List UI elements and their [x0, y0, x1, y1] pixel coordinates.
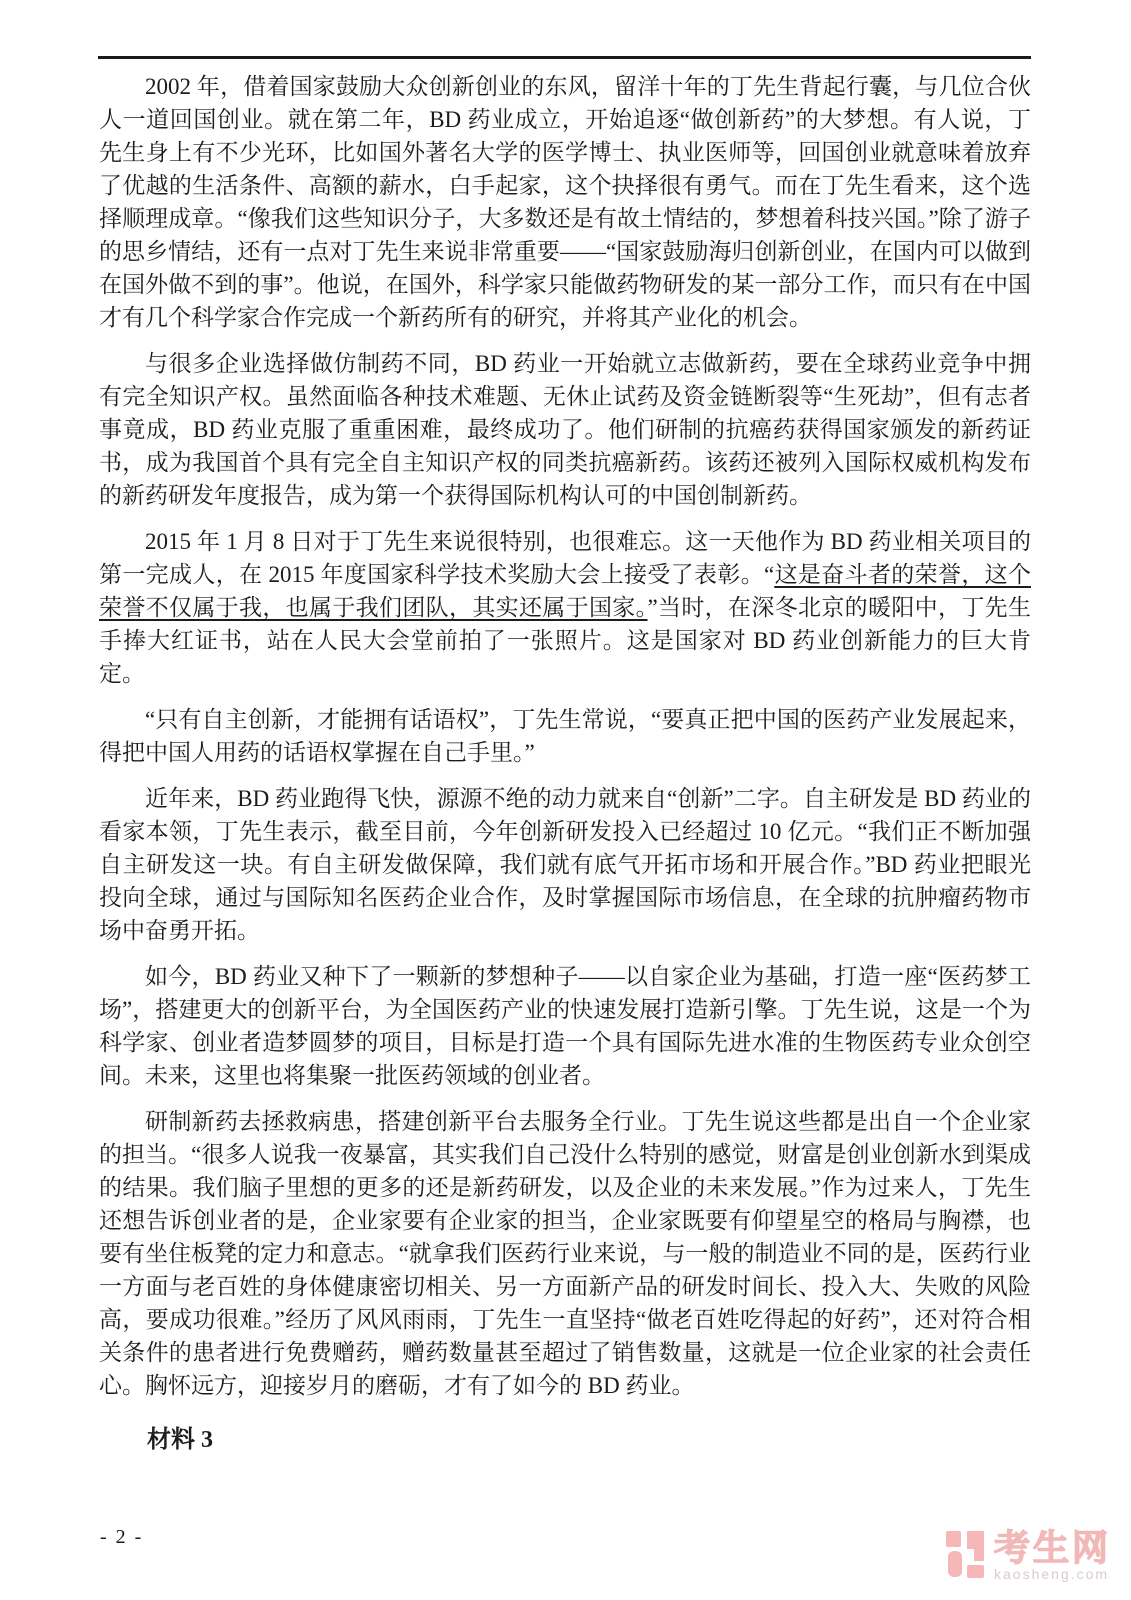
paragraph-3-text-pre: 2015 年 1 月 8 日对于丁先生来说很特别，也很难忘。这一天他作为 BD 药业相关项目的第一完成人，在 2015 年度国家科学技术奖励大会上接受了表彰。“ — [99, 529, 1031, 587]
watermark-site-url: kaosheng.com — [994, 1566, 1110, 1582]
paragraph-2: 与很多企业选择做仿制药不同，BD 药业一开始就立志做新药，要在全球药业竞争中拥有完全知识产权。虽然面临各种技术难题、无休止试药及资金链断裂等“生死劫”，但有志者事竟成，BD 药业克服了重重困难，最终成功了。他们研制的抗癌药获得国家颁发的新药证书，成为我国首个具有完全自主知识产权的同类抗癌新药。该药还被列入国际权威机构发布的新药研发年度报告，成为第一个获得国际机构认可的中国创制新药。 — [99, 351, 1031, 508]
kaosheng-logo-icon — [946, 1531, 985, 1581]
kaosheng-watermark — [946, 1527, 1112, 1582]
material-heading: 材料 3 — [147, 1427, 213, 1453]
paragraph-5: 近年来，BD 药业跑得飞快，源源不绝的动力就来自“创新”二字。自主研发是 BD 药业的看家本领，丁先生表示，截至目前，今年创新研发投入已经超过 10 亿元。“我们正不断加强自主研发这一块。有自主研发做保障，我们就有底气开拓市场和开展合作。”BD 药业把眼光投向全球，通过与国际知名医药企业合作，及时掌握国际市场信息，在全球的抗肿瘤药物市场中奋勇开拓。 — [99, 786, 1031, 943]
watermark-site-name: 考生网 — [994, 1527, 1112, 1568]
paragraph-4: “只有自主创新，才能拥有话语权”，丁先生常说，“要真正把中国的医药产业发展起来，得把中国人用药的话语权掌握在自己手里。” — [99, 707, 1031, 765]
page-number: - 2 - — [100, 1526, 144, 1548]
watermark-text — [994, 1527, 1112, 1582]
underlined-quote: 这是奋斗者的荣誉，这个荣誉不仅属于我，也属于我们团队，其实还属于国家。 — [99, 562, 1031, 620]
paragraph-7: 研制新药去拯救病患，搭建创新平台去服务全行业。丁先生说这些都是出自一个企业家的担当。“很多人说我一夜暴富，其实我们自己没什么特别的感觉，财富是创业创新水到渠成的结果。我们脑子里想的更多的还是新药研发，以及企业的未来发展。”作为过来人，丁先生还想告诉创业者的是，企业家要有企业家的担当，企业家既要有仰望星空的格局与胸襟，也要有坐住板凳的定力和意志。“就拿我们医药行业来说，与一般的制造业不同的是，医药行业一方面与老百姓的身体健康密切相关、另一方面新产品的研发时间长、投入大、失败的风险高，要成功很难。”经历了风风雨雨，丁先生一直坚持“做老百姓吃得起的好药”，还对符合相关条件的患者进行免费赠药，赠药数量甚至超过了销售数量，这就是一位企业家的社会责任心。胸怀远方，迎接岁月的磨砺，才有了如今的 BD 药业。 — [99, 1109, 1031, 1398]
paragraph-3-text-post: ”当时，在深冬北京的暖阳中，丁先生手捧大红证书，站在人民大会堂前拍了一张照片。这是国家对 BD 药业创新能力的巨大肯定。 — [99, 595, 1031, 686]
paragraph-6: 如今，BD 药业又种下了一颗新的梦想种子——以自家企业为基础，打造一座“医药梦工场”，搭建更大的创新平台，为全国医药产业的快速发展打造新引擎。丁先生说，这是一个为科学家、创业者造梦圆梦的项目，目标是打造一个具有国际先进水准的生物医药专业众创空间。未来，这里也将集聚一批医药领域的创业者。 — [99, 964, 1031, 1088]
document-body — [99, 70, 1031, 1457]
paragraph-1: 2002 年，借着国家鼓励大众创新创业的东风，留洋十年的丁先生背起行囊，与几位合伙人一道回国创业。就在第二年，BD 药业成立，开始追逐“做创新药”的大梦想。有人说，丁先生身上有不少光环，比如国外著名大学的医学博士、执业医师等，回国创业就意味着放弃了优越的生活条件、高额的薪水，白手起家，这个抉择很有勇气。而在丁先生看来，这个选择顺理成章。“像我们这些知识分子，大多数还是有故土情结的，梦想着科技兴国。”除了游子的思乡情结，还有一点对丁先生来说非常重要——“国家鼓励海归创新创业，在国内可以做到在国外做不到的事”。他说，在国外，科学家只能做药物研发的某一部分工作，而只有在中国才有几个科学家合作完成一个新药所有的研究，并将其产业化的机会。 — [99, 74, 1031, 330]
header-double-rule — [98, 56, 1031, 59]
paragraph-3 — [99, 525, 1031, 690]
